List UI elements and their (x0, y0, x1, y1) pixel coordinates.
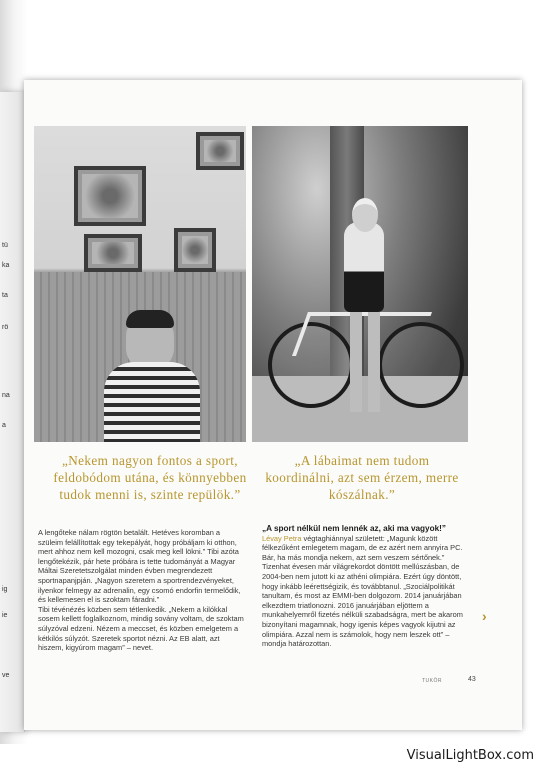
left-fragment: ka (2, 262, 10, 269)
picture-frame (174, 228, 216, 272)
section-title: „A sport nélkül nem lennék az, aki ma vagyok!” (262, 524, 446, 533)
continue-arrow-icon: › (482, 608, 487, 624)
rider-helmet-head (352, 198, 378, 232)
left-fragment: na (2, 392, 10, 399)
paragraph: A lengőteke nálam rögtön betalált. Hetéves koromban a szüleim felállítottak egy tekepályát, hogy próbáljam ki otthon, mert ahhoz nem kell mozogni, csak meg kell lökni.” Tibi azóta lengőtekézik, pár hete próbára is tette tudományát a Magyar Máltai Szeretetszolgálat minden évben megrendezett sportnapanjpján. „Nagyon szeretem a sportrendezvényeket, ilyenkor felmegy az adrenalin, egy csomó endorfin termelődik, és kellemesen el is szoktam fáradni.” (38, 528, 241, 605)
left-fragment: ta (2, 292, 8, 299)
facing-page-edge (0, 92, 25, 732)
footer-brand: TUKÖR (422, 678, 442, 684)
left-fragment: rö (2, 324, 9, 331)
man-striped-shirt (104, 362, 200, 442)
paragraph (262, 534, 472, 649)
left-fragment: ig (2, 586, 8, 593)
picture-frame (74, 166, 146, 226)
article-column-right (262, 524, 472, 649)
rider-jersey (344, 222, 384, 312)
pull-quote-right: „A lábaimat nem tudom koordinálni, azt sem érzem, merre kószálnak.” (265, 453, 459, 502)
man-hair (126, 310, 174, 328)
left-fragment: tü (2, 242, 8, 249)
left-fragment: a (2, 422, 6, 429)
rider-legs (350, 312, 380, 412)
person-name: Lévay Petra (262, 533, 302, 543)
picture-frame (196, 132, 244, 170)
photo-cyclist (252, 126, 468, 442)
paragraph-body: végtaghiánnyal született: „Magunk között félkezűként emlegetem magam, de ez azért nem annyira PC. Bár, ha más mondja nekem, azt sem veszem sértőnek.” Tizenhat évesen már világrekordot döntött mellúszásban, de 2004-ben nem jutott ki az athéni olimpiára. Ezért úgy döntött, hogy inkább leérettségizik, és továbbtanul. „Szociálpolitikát tanultam, és most az EMMI-ben dolgozom. 2014 januárjában elkezdtem triatlonozni. 2016 januárjában eljöttem a munkahelyemről fizetés nélküli szabadságra, mert be akarom bizonyítani magamnak, hogy igenis képes vagyok kijutni az olimpiára. Azzal nem is számolok, hogy nem leszek ott” – mondja határozottan. (262, 533, 463, 649)
pull-quote-left: „Nekem nagyon fontos a sport, feldobódom utána, és könnyebben tudok menni is, szinte repülök.” (53, 453, 247, 502)
article-column-left (38, 528, 244, 653)
picture-frame (84, 234, 142, 272)
left-fragment: ve (2, 672, 10, 679)
paragraph: Tibi tévénézés közben sem tétlenkedik. „Nekem a kilókkal sosem kellett foglalkoznom, mindig sovány voltam, de szoktam súlyzóval edzeni. Nézem a meccset, és közben emelgetem a kétkilós súlyzót. Szeretek sportot nézni. Az EB alatt, azt hiszem, kigyúrom magam” – nevet. (38, 604, 244, 653)
left-fragment: ie (2, 612, 8, 619)
photo-man-portrait (34, 126, 246, 442)
page-number: 43 (468, 676, 476, 683)
watermark-text: VisualLightBox.com (406, 748, 534, 763)
magazine-page (24, 80, 522, 730)
